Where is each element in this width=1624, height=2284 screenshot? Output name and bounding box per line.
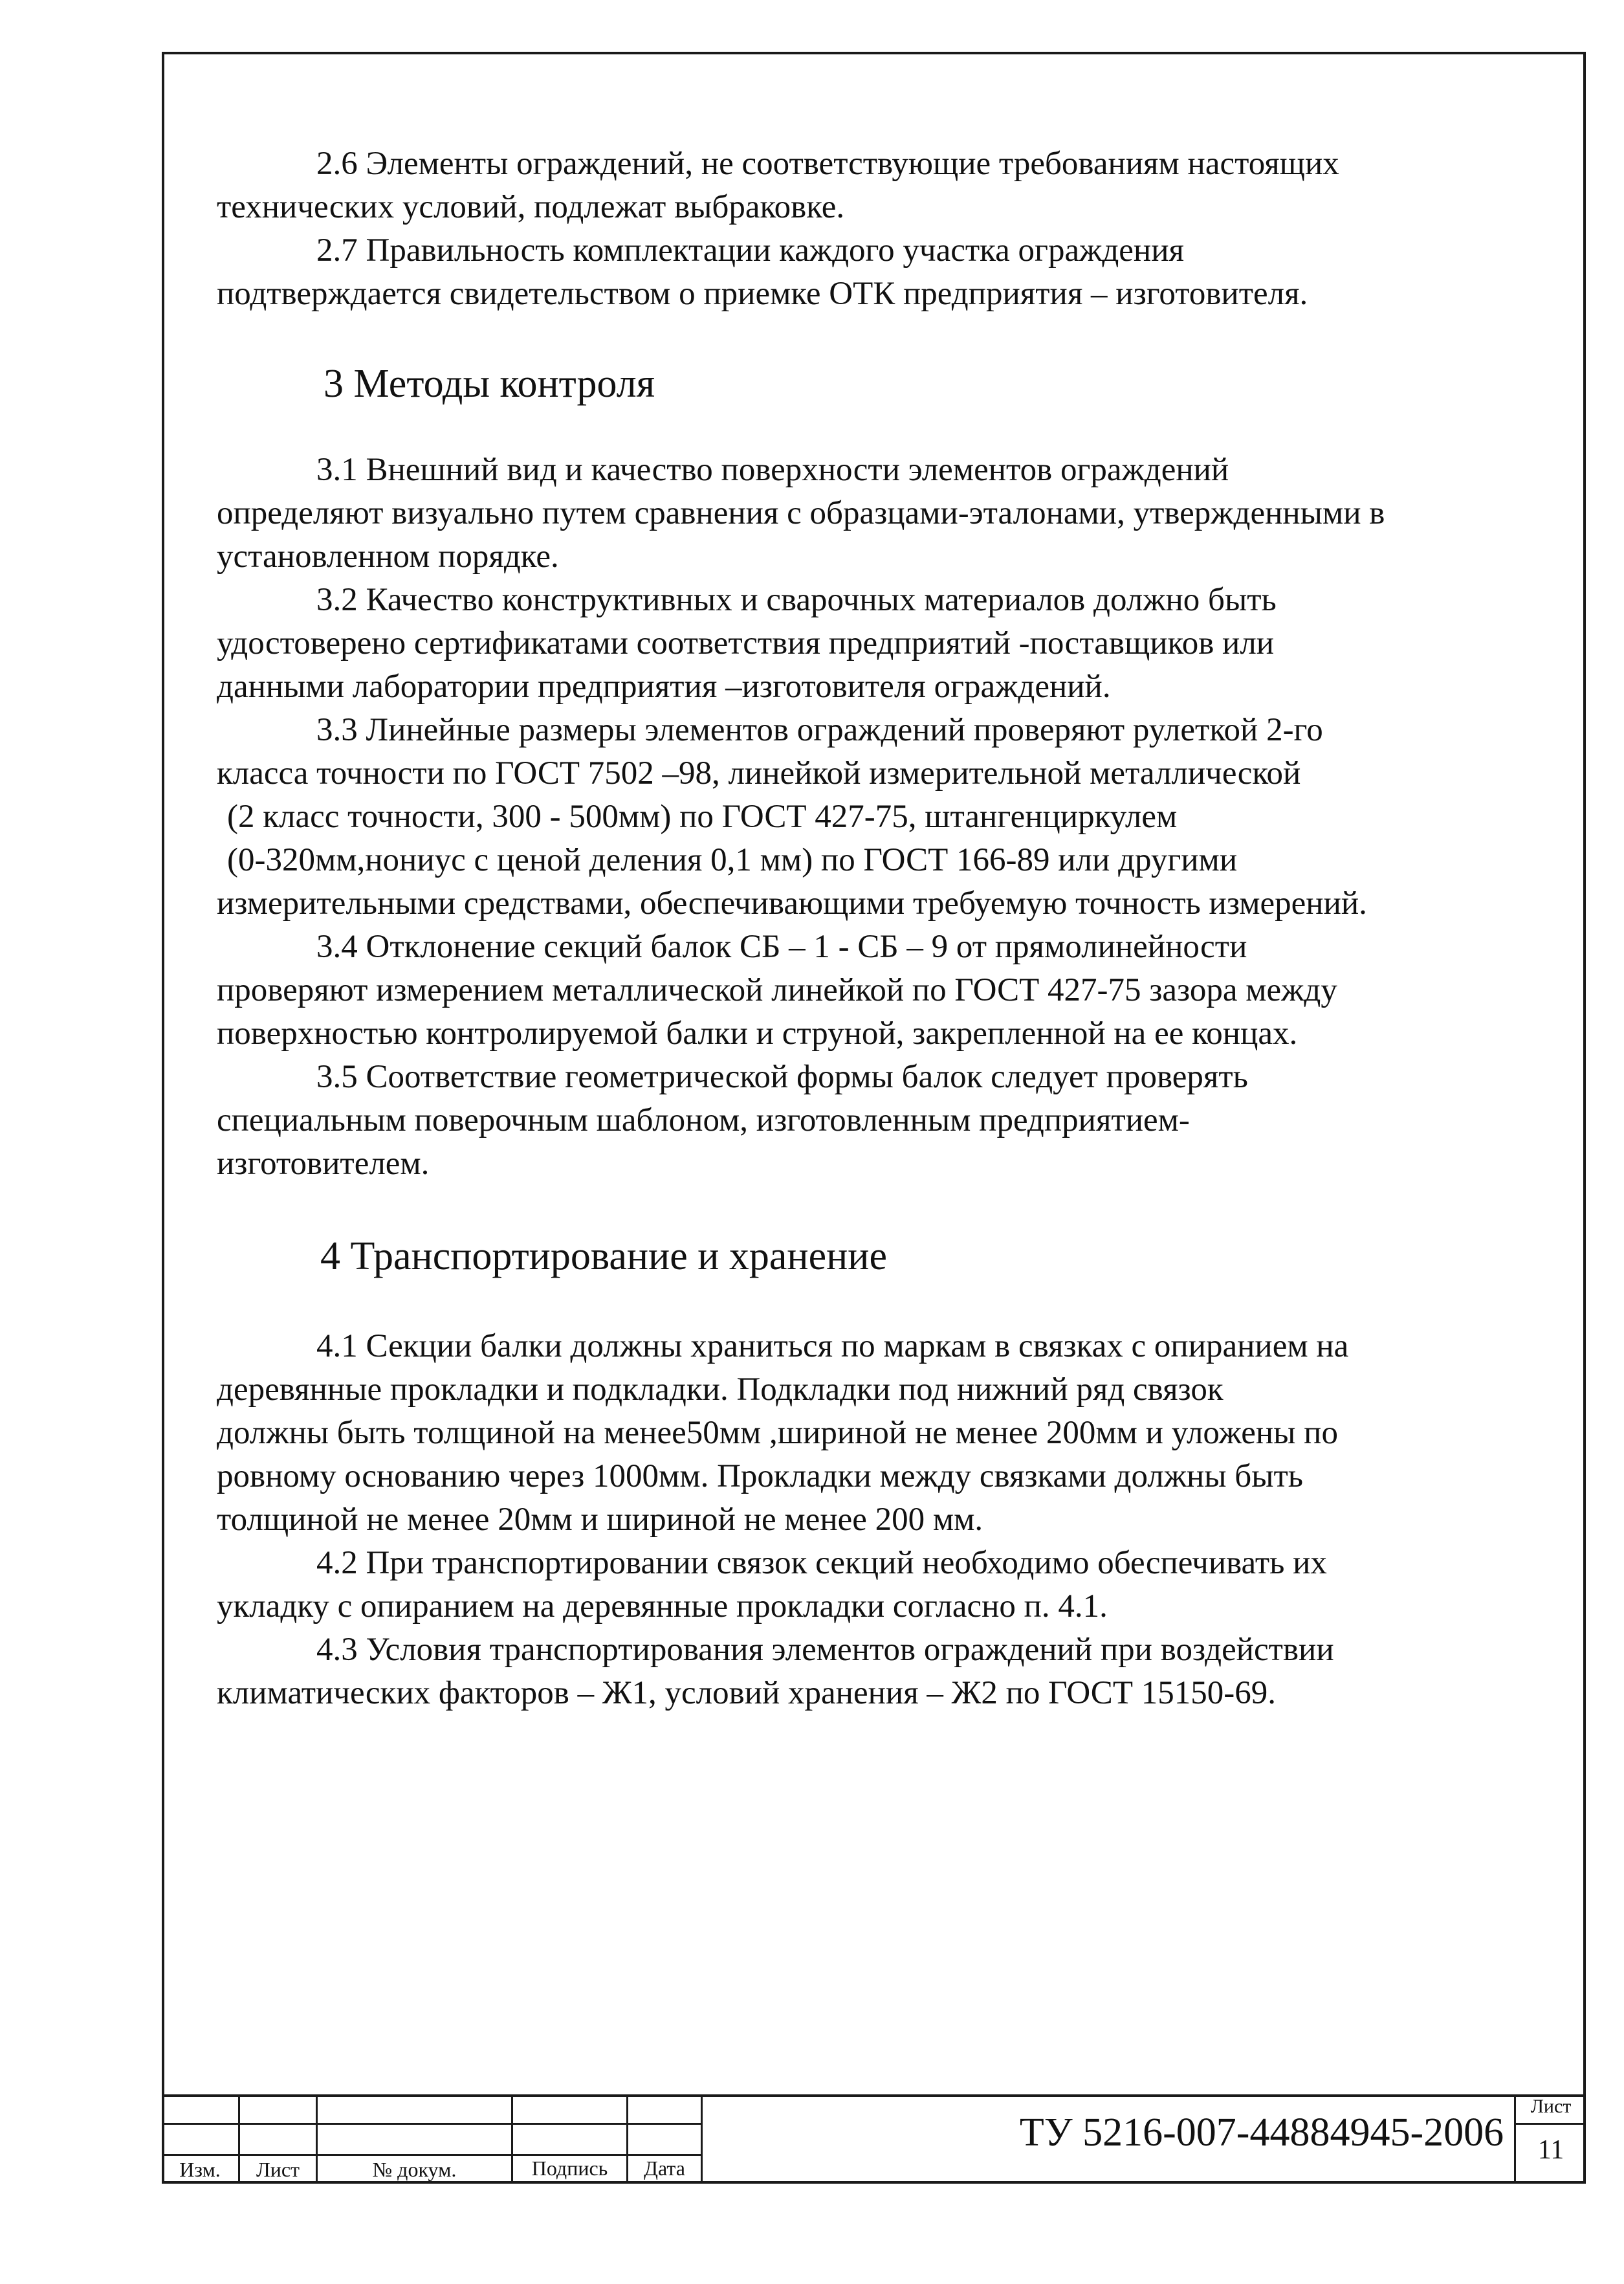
paragraph-4-1-cont: деревянные прокладки и подкладки. Подкладки под нижний ряд связок bbox=[217, 1371, 1223, 1408]
stamp-label-signature: Подпись bbox=[531, 2156, 608, 2180]
paragraph-4-1-cont: должны быть толщиной на менее50мм ,шириной не менее 200мм и уложены по bbox=[217, 1415, 1338, 1451]
sheet-number: 11 bbox=[1537, 2135, 1564, 2165]
paragraph-3-1-cont: установленном порядке. bbox=[217, 538, 559, 575]
stamp-label-izm: Изм. bbox=[179, 2158, 221, 2181]
paragraph-4-3: 4.3 Условия транспортирования элементов ограждений при воздействии bbox=[316, 1632, 1334, 1668]
stamp-label-date: Дата bbox=[644, 2156, 685, 2180]
paragraph-3-5: 3.5 Соответствие геометрической формы балок следует проверять bbox=[316, 1059, 1248, 1095]
paragraph-3-3-cont: (2 класс точности, 300 - 500мм) по ГОСТ 427-75, штангенциркулем bbox=[227, 799, 1178, 835]
title-block bbox=[162, 2094, 1586, 2184]
section-4-heading: 4 Транспортирование и хранение bbox=[320, 1234, 887, 1278]
paragraph-4-2-cont: укладку с опиранием на деревянные прокладки согласно п. 4.1. bbox=[217, 1588, 1108, 1624]
stamp-top-line bbox=[162, 2094, 1586, 2097]
sheet-label: Лист bbox=[1530, 2096, 1572, 2117]
section-3-heading: 3 Методы контроля bbox=[324, 362, 655, 406]
paragraph-3-3-cont: класса точности по ГОСТ 7502 –98, линейкой измерительной металлической bbox=[217, 755, 1301, 792]
paragraph-2-7: 2.7 Правильность комплектации каждого участка ограждения bbox=[316, 232, 1184, 269]
paragraph-3-4: 3.4 Отклонение секций балок СБ – 1 - СБ – 9 от прямолинейности bbox=[316, 929, 1247, 965]
paragraph-2-6-cont: технических условий, подлежат выбраковке. bbox=[217, 189, 845, 225]
stamp-row-line bbox=[162, 2154, 702, 2156]
paragraph-3-1: 3.1 Внешний вид и качество поверхности элементов ограждений bbox=[316, 452, 1229, 488]
stamp-label-doc: № докум. bbox=[372, 2158, 457, 2181]
paragraph-3-3-cont: измерительными средствами, обеспечивающими требуемую точность измерений. bbox=[217, 885, 1367, 922]
paragraph-3-2-cont: удостоверено сертификатами соответствия предприятий -поставщиков или bbox=[217, 625, 1275, 661]
paragraph-4-1-cont: толщиной не менее 20мм и шириной не менее 200 мм. bbox=[217, 1502, 983, 1538]
paragraph-4-2: 4.2 При транспортировании связок секций необходимо обеспечивать их bbox=[316, 1545, 1327, 1581]
paragraph-2-6: 2.6 Элементы ограждений, не соответствующие требованиям настоящих bbox=[316, 146, 1339, 182]
paragraph-3-4-cont: поверхностью контролируемой балки и струной, закрепленной на ее концах. bbox=[217, 1015, 1298, 1052]
paragraph-3-3-cont: (0-320мм,нониус с ценой деления 0,1 мм) по ГОСТ 166-89 или другими bbox=[227, 842, 1238, 878]
paragraph-3-3: 3.3 Линейные размеры элементов ограждений проверяют рулеткой 2-го bbox=[316, 712, 1323, 748]
paragraph-3-2: 3.2 Качество конструктивных и сварочных материалов должно быть bbox=[316, 582, 1277, 618]
paragraph-4-1-cont: ровному основанию через 1000мм. Прокладки между связками должны быть bbox=[217, 1458, 1304, 1494]
paragraph-3-5-cont: изготовителем. bbox=[217, 1146, 430, 1182]
paragraph-2-7-cont: подтверждается свидетельством о приемке ОТК предприятия – изготовителя. bbox=[217, 276, 1308, 312]
paragraph-4-1: 4.1 Секции балки должны храниться по маркам в связках с опиранием на bbox=[316, 1328, 1349, 1364]
paragraph-4-3-cont: климатических факторов – Ж1, условий хранения – Ж2 по ГОСТ 15150-69. bbox=[217, 1675, 1276, 1711]
paragraph-3-5-cont: специальным поверочным шаблоном, изготовленным предприятием- bbox=[217, 1102, 1190, 1138]
document-code: ТУ 5216-007-44884945-2006 bbox=[1019, 2111, 1504, 2155]
stamp-row-line bbox=[162, 2123, 702, 2125]
paragraph-3-4-cont: проверяют измерением металлической линейкой по ГОСТ 427-75 зазора между bbox=[217, 972, 1337, 1008]
stamp-label-list: Лист bbox=[256, 2158, 300, 2181]
paragraph-3-2-cont: данными лаборатории предприятия –изготовителя ограждений. bbox=[217, 669, 1111, 705]
paragraph-3-1-cont: определяют визуально путем сравнения с образцами-эталонами, утвержденными в bbox=[217, 495, 1385, 531]
stamp-col-line bbox=[701, 2094, 703, 2184]
document-body bbox=[217, 142, 1575, 1715]
